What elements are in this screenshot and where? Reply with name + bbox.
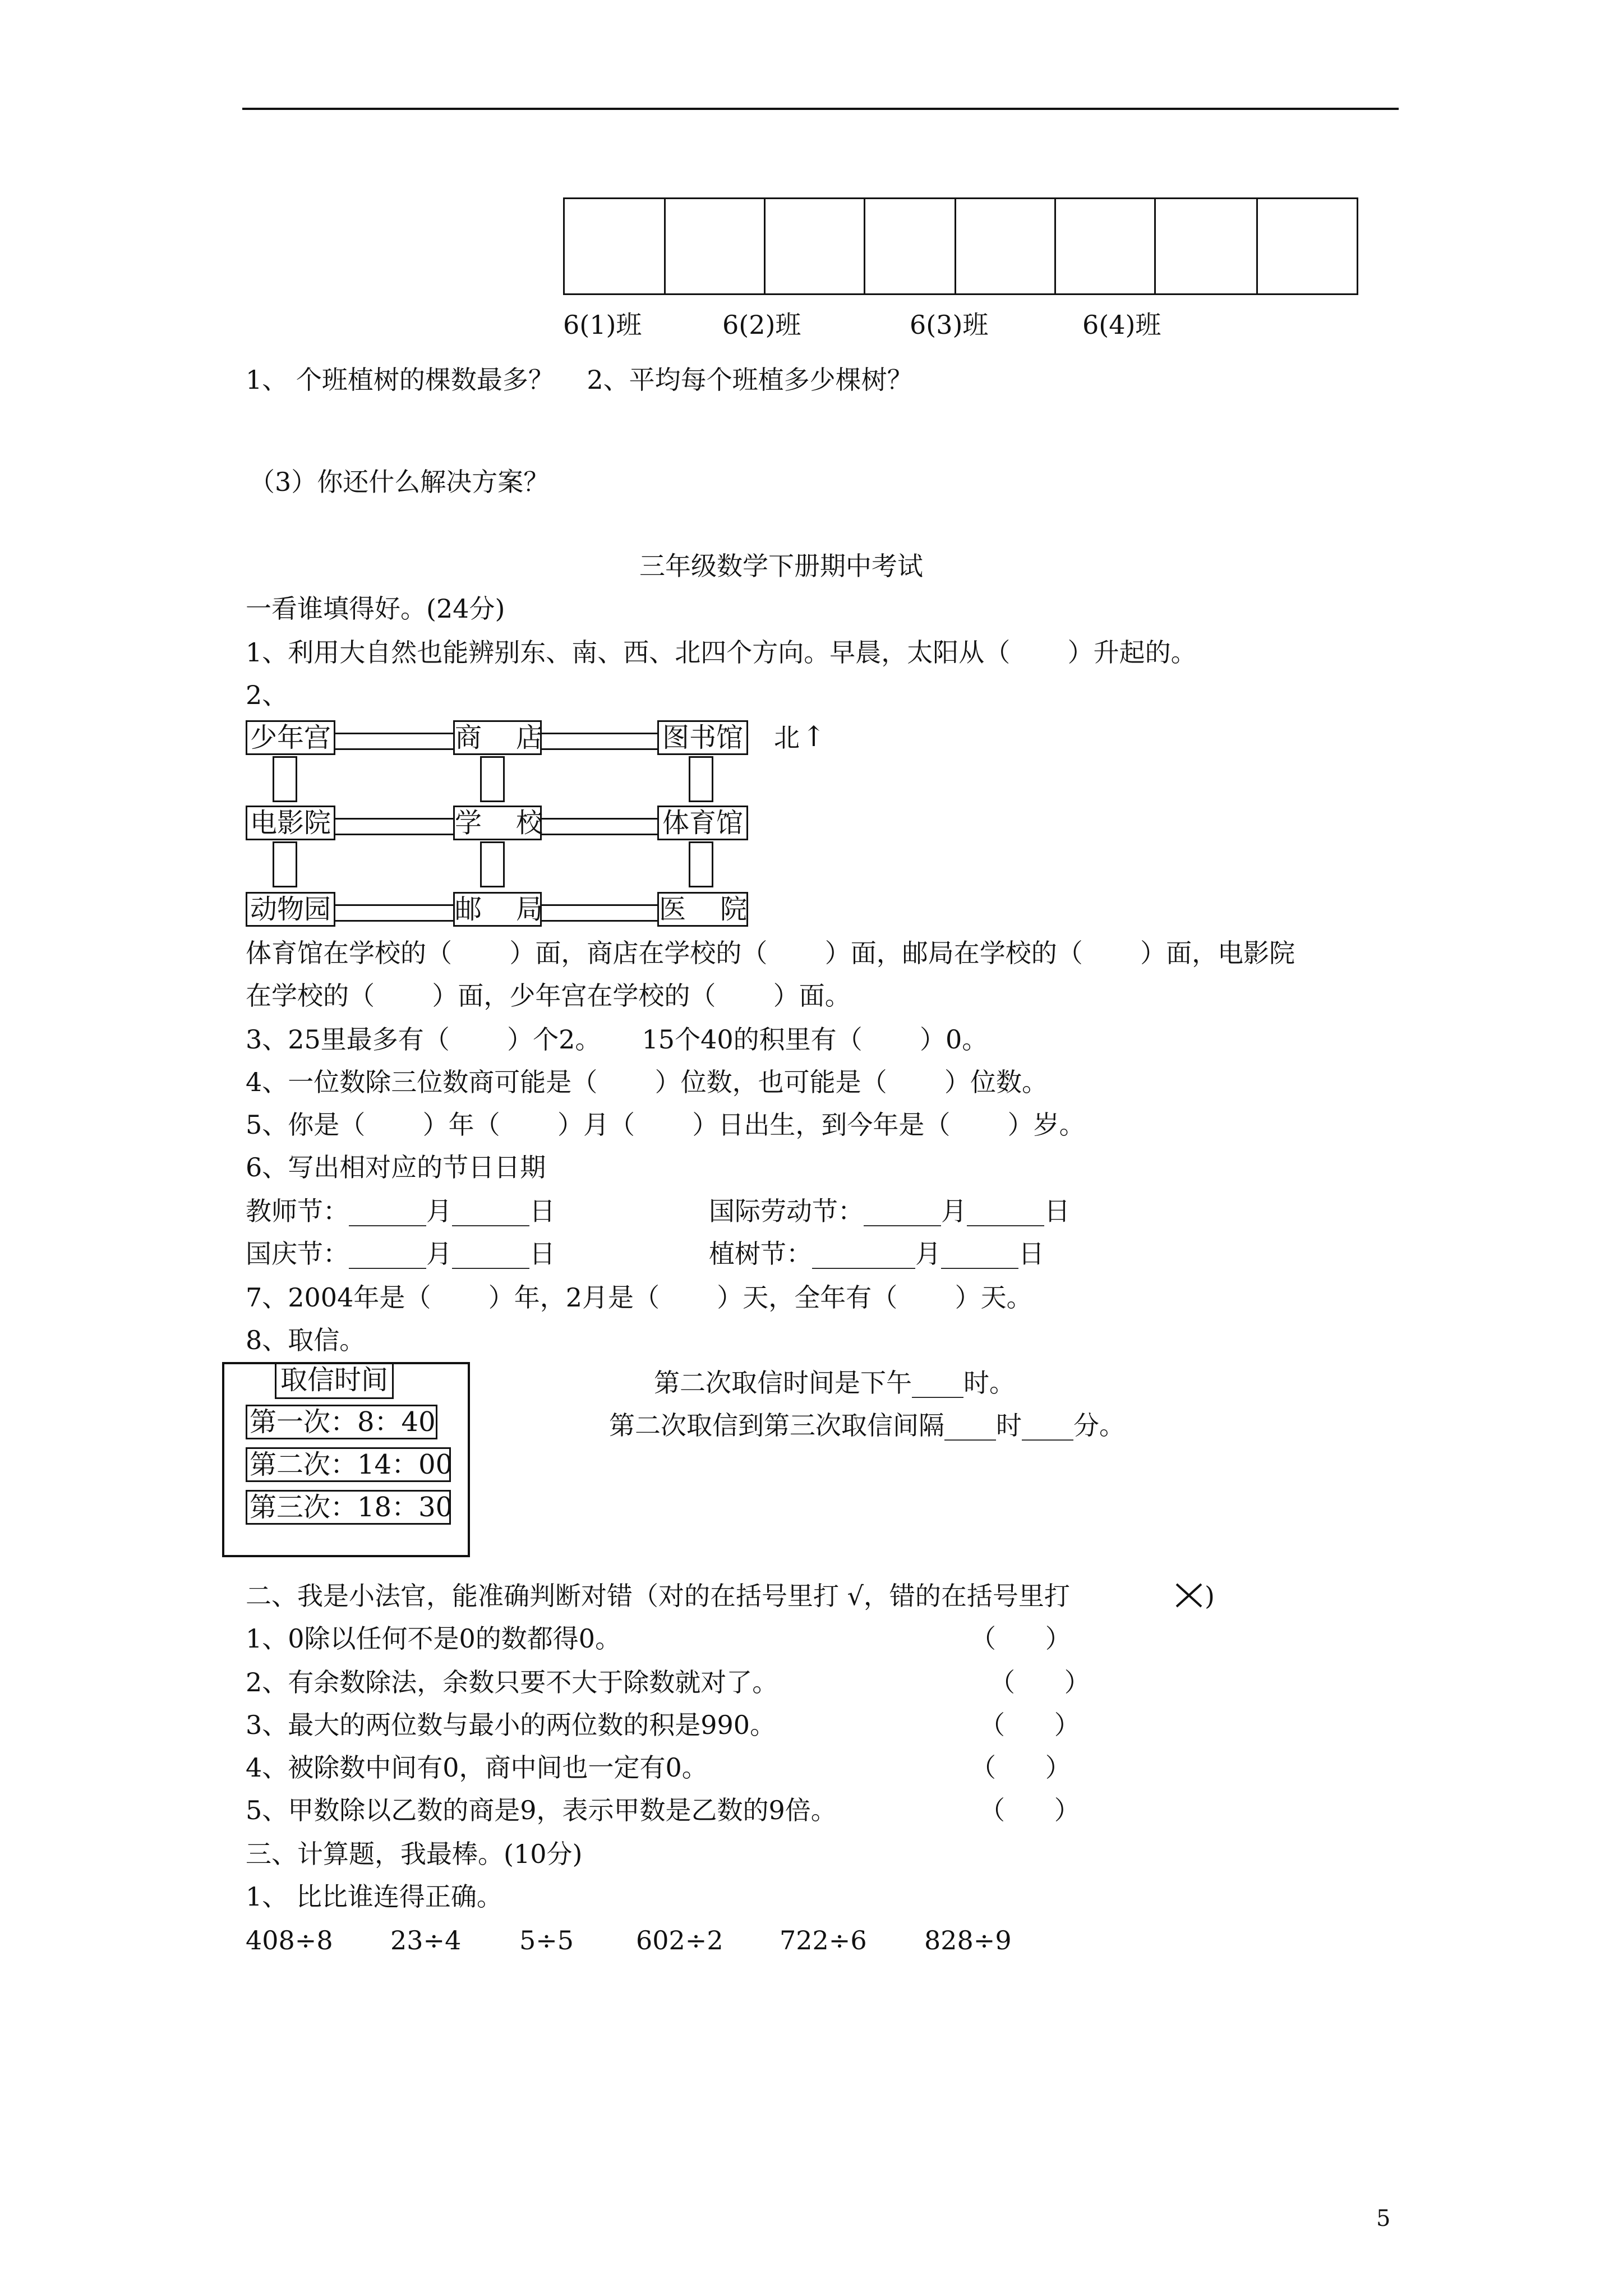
part3-heading: 三、计算题，我最棒。(10分): [246, 1839, 583, 1869]
judge-item-1: 1、0除以任何不是0的数都得0。: [246, 1623, 621, 1654]
national-day-date: 国庆节：______月______日: [246, 1239, 555, 1269]
judge-paren-5[interactable]: （ ）: [979, 1795, 1080, 1825]
labor-day-date: 国际劳动节：______月______日: [709, 1196, 1070, 1226]
map-zoo: 动物园: [246, 892, 335, 927]
class-label-2: 6(2)班: [722, 310, 801, 340]
map-road-vertical: [273, 841, 297, 887]
calc-expression-1: 408÷8: [246, 1925, 333, 1955]
map-road: [334, 818, 454, 820]
part1-q6: 6、写出相对应的节日日期: [246, 1152, 546, 1182]
map-road: [334, 748, 454, 750]
class-label-4: 6(4)班: [1082, 310, 1161, 340]
part1-heading: 一看谁填得好。(24分): [246, 593, 505, 624]
judge-paren-2[interactable]: （ ）: [989, 1667, 1090, 1697]
part3-q1: 1、 比比谁连得正确。: [246, 1881, 502, 1912]
part1-q4: 4、一位数除三位数商可能是（ ）位数，也可能是（ ）位数。: [246, 1067, 1048, 1097]
map-road: [334, 904, 454, 906]
question-1-2: 1、 个班植树的棵数最多？ 2、平均每个班植多少棵树？: [246, 365, 913, 395]
judge-item-3: 3、最大的两位数与最小的两位数的积是990。: [246, 1710, 776, 1740]
tree-chart-grid: [563, 197, 1358, 295]
judge-item-5: 5、甲数除以乙数的商是9，表示甲数是乙数的9倍。: [246, 1795, 837, 1825]
part1-q1: 1、利用大自然也能辨别东、南、西、北四个方向。早晨，太阳从（ ）升起的。: [246, 637, 1197, 668]
mail-table-header: 取信时间: [275, 1364, 394, 1399]
grid-cell: [1156, 199, 1258, 293]
exam-title: 三年级数学下册期中考试: [639, 551, 923, 581]
map-road: [541, 834, 658, 835]
calc-expression-4: 602÷2: [636, 1925, 723, 1955]
map-road: [541, 748, 658, 750]
calc-expression-5: 722÷6: [780, 1925, 867, 1955]
calc-expression-3: 5÷5: [519, 1925, 574, 1955]
map-road: [541, 733, 658, 734]
map-shop: 商 店: [453, 720, 542, 755]
map-road: [541, 904, 658, 906]
question-3: （3）你还什么解决方案？: [249, 467, 550, 497]
header-rule: [242, 108, 1399, 110]
map-road-vertical: [689, 756, 713, 802]
part2-heading: 二、我是小法官，能准确判断对错（对的在括号里打 √，错的在括号里打: [246, 1581, 1070, 1611]
judge-paren-3[interactable]: （ ）: [979, 1710, 1080, 1740]
calc-expression-6: 828÷9: [924, 1925, 1012, 1955]
map-road-vertical: [480, 756, 505, 802]
map-post-office: 邮 局: [453, 892, 542, 927]
grid-cell: [666, 199, 766, 293]
map-road-vertical: [273, 756, 297, 802]
part1-q8-b: 第二次取信到第三次取信间隔____时____分。: [609, 1410, 1125, 1441]
map-youth-palace: 少年宫: [246, 720, 335, 755]
part1-q7: 7、2004年是（ ）年，2月是（ ）天，全年有（ ）天。: [246, 1282, 1032, 1313]
part1-q2-line2: 在学校的（ ）面，少年宫在学校的（ ）面。: [246, 981, 851, 1011]
part1-q8-a: 第二次取信时间是下午____时。: [654, 1368, 1015, 1398]
part1-q2-label: 2、: [246, 680, 288, 710]
mail-time-3: 第三次：18：30: [246, 1490, 451, 1525]
map-road: [541, 920, 658, 922]
part1-q5: 5、你是（ ）年（ ）月（ ）日出生，到今年是（ ）岁。: [246, 1110, 1085, 1140]
judge-paren-4[interactable]: （ ）: [970, 1752, 1071, 1783]
teachers-day-date: 教师节：______月______日: [246, 1196, 555, 1226]
north-label: 北: [774, 723, 800, 753]
map-road: [334, 834, 454, 835]
grid-cell: [1056, 199, 1156, 293]
judge-item-4: 4、被除数中间有0，商中间也一定有0。: [246, 1752, 708, 1783]
part1-q2-line1: 体育馆在学校的（ ）面，商店在学校的（ ）面，邮局在学校的（ ）面，电影院: [246, 938, 1295, 968]
cross-mark-icon: [1173, 1582, 1205, 1609]
mail-time-1: 第一次：8：40: [246, 1405, 437, 1439]
calc-expression-2: 23÷4: [390, 1925, 462, 1955]
map-school: 学 校: [453, 806, 542, 840]
map-road-vertical: [689, 841, 713, 887]
mail-time-2: 第二次：14：00: [246, 1447, 451, 1482]
map-library: 图书馆: [657, 720, 748, 755]
part1-q8: 8、取信。: [246, 1325, 366, 1355]
class-label-1: 6(1)班: [563, 310, 642, 340]
page-number: 5: [1376, 2206, 1391, 2231]
part2-heading-close: ): [1205, 1581, 1215, 1611]
map-road: [334, 733, 454, 734]
map-cinema: 电影院: [246, 806, 335, 840]
grid-cell: [565, 199, 666, 293]
map-road-vertical: [480, 841, 505, 887]
map-gym: 体育馆: [657, 806, 748, 840]
map-road: [541, 818, 658, 820]
map-road: [334, 920, 454, 922]
grid-cell: [956, 199, 1056, 293]
map-hospital: 医 院: [657, 892, 748, 927]
grid-cell: [766, 199, 865, 293]
part1-q3: 3、25里最多有（ ）个2。 15个40的积里有（ ）0。: [246, 1024, 988, 1055]
arbor-day-date: 植树节：________月______日: [709, 1239, 1044, 1269]
judge-item-2: 2、有余数除法，余数只要不大于除数就对了。: [246, 1667, 778, 1697]
north-arrow-icon: ↑: [802, 720, 826, 753]
grid-cell: [865, 199, 956, 293]
class-label-3: 6(3)班: [910, 310, 989, 340]
grid-cell: [1258, 199, 1357, 293]
judge-paren-1[interactable]: （ ）: [970, 1623, 1071, 1654]
